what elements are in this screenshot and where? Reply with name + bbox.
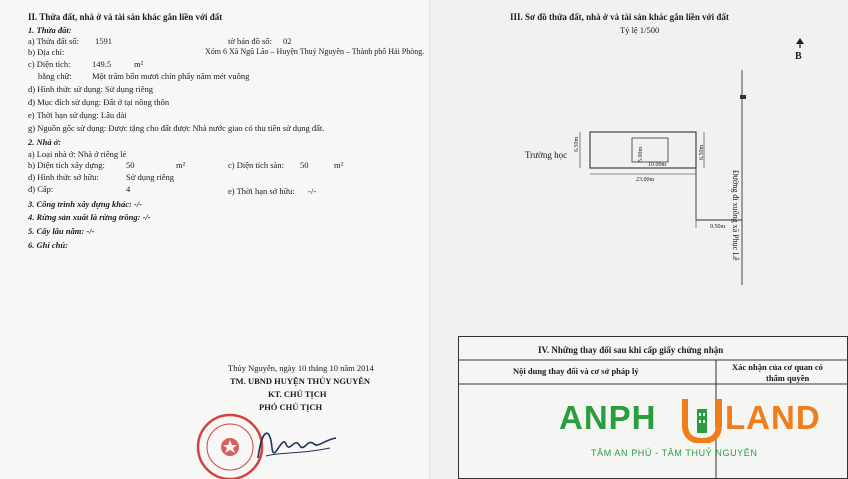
- school-label: Trường học: [525, 150, 568, 160]
- floor-area-unit: m²: [334, 160, 344, 170]
- logo-text-land: LAND: [725, 399, 821, 436]
- map-sheet-value: 02: [283, 36, 292, 46]
- dim-bottom: 23.00m: [636, 177, 655, 183]
- grade-value: 4: [126, 184, 131, 194]
- sign-date: Thủy Nguyên, ngày 10 tháng 10 năm 2014: [228, 363, 374, 373]
- section-4-title: IV. Những thay đổi sau khi cấp giấy chứng nhận: [538, 345, 724, 355]
- usage-purpose: đ) Mục đích sử dụng: Đất ở tại nông thôn: [28, 97, 170, 107]
- usage-origin: g) Nguồn gốc sử dụng: Được tặng cho đất được Nhà nước giao có thu tiền sử dụng đất.: [28, 123, 325, 133]
- anphuland-logo: [553, 385, 843, 465]
- area-value: 149.5: [92, 59, 112, 69]
- handwritten-signature: [252, 418, 342, 468]
- house-type: a) Loại nhà ở: Nhà ở riêng lẻ: [28, 149, 127, 159]
- build-area-unit: m²: [176, 160, 186, 170]
- ownership-term-label: e) Thời hạn sở hữu:: [228, 186, 295, 196]
- north-label: B: [795, 51, 802, 62]
- ownership-form-label: d) Hình thức sở hữu:: [28, 172, 99, 182]
- parcel-number-label: a) Thửa đất số:: [28, 36, 79, 46]
- changes-col1-header: Nội dung thay đổi và cơ sở pháp lý: [513, 366, 639, 376]
- address-value: Xóm 6 Xã Ngũ Lão – Huyện Thuỷ Nguyên – Thành phố Hải Phòng.: [205, 47, 425, 56]
- ownership-form-value: Sử dụng riêng: [126, 172, 175, 182]
- logo-tagline: TÂM AN PHÚ - TÂM THUỶ NGUYÊN: [591, 448, 758, 458]
- area-label: c) Diện tích:: [28, 59, 71, 69]
- area-unit: m²: [134, 59, 144, 69]
- dim-left: 6.50m: [574, 136, 580, 152]
- map-sheet-label: tờ bản đồ số:: [228, 36, 272, 46]
- sign-organization: TM. UBND HUYỆN THỦY NGUYÊN: [230, 376, 371, 386]
- address-label: b) Địa chỉ:: [28, 47, 65, 57]
- parcel-number-value: 1591: [95, 36, 112, 46]
- land-heading: 1. Thửa đất:: [28, 25, 72, 35]
- sign-kt: KT. CHỦ TỊCH: [268, 389, 327, 399]
- perennial-trees: 5. Cây lâu năm: -/-: [28, 226, 95, 236]
- other-works: 3. Công trình xây dựng khác: -/-: [28, 199, 142, 209]
- floor-area-label: c) Diện tích sàn:: [228, 160, 284, 170]
- dim-road: 9.50m: [710, 224, 726, 230]
- house-heading: 2. Nhà ở:: [28, 137, 62, 147]
- dim-right: 6.50m: [699, 144, 705, 160]
- ownership-term-value: -/-: [308, 186, 317, 196]
- grade-label: đ) Cấp:: [28, 184, 54, 194]
- map-scale: Tỷ lệ 1/500: [620, 25, 660, 35]
- build-area-label: b) Diện tích xây dựng:: [28, 160, 105, 170]
- road-label: Đường đi xuống xã Phục Lễ: [731, 170, 740, 261]
- dim-house-width: 10.00m: [648, 162, 667, 168]
- notes: 6. Ghi chú:: [28, 240, 68, 250]
- section-3-title: III. Sơ đồ thửa đất, nhà ở và tài sản khác gắn liền với đất: [510, 12, 729, 22]
- section-2-title: II. Thửa đất, nhà ở và tài sản khác gắn liền với đất: [28, 12, 223, 22]
- dim-house-height: 5.00m: [638, 146, 644, 162]
- logo-building-u-icon: [681, 395, 723, 443]
- sign-role: PHÓ CHỦ TỊCH: [259, 402, 323, 412]
- usage-term: e) Thời hạn sử dụng: Lâu dài: [28, 110, 127, 120]
- usage-form: d) Hình thức sử dụng: Sử dụng riêng: [28, 84, 154, 94]
- floor-area-value: 50: [300, 160, 309, 170]
- area-words-label: bằng chữ:: [38, 71, 72, 81]
- production-forest: 4. Rừng sản xuất là rừng trồng: -/-: [28, 212, 151, 222]
- build-area-value: 50: [126, 160, 135, 170]
- logo-text-anph: ANPH: [559, 399, 657, 436]
- parcel-diagram: [490, 60, 820, 290]
- changes-col2-header-2: thẩm quyền: [766, 373, 810, 383]
- changes-col2-header-1: Xác nhận của cơ quan có: [732, 362, 823, 372]
- area-words-value: Một trăm bốn mươi chín phẩy năm mét vuông: [92, 71, 250, 81]
